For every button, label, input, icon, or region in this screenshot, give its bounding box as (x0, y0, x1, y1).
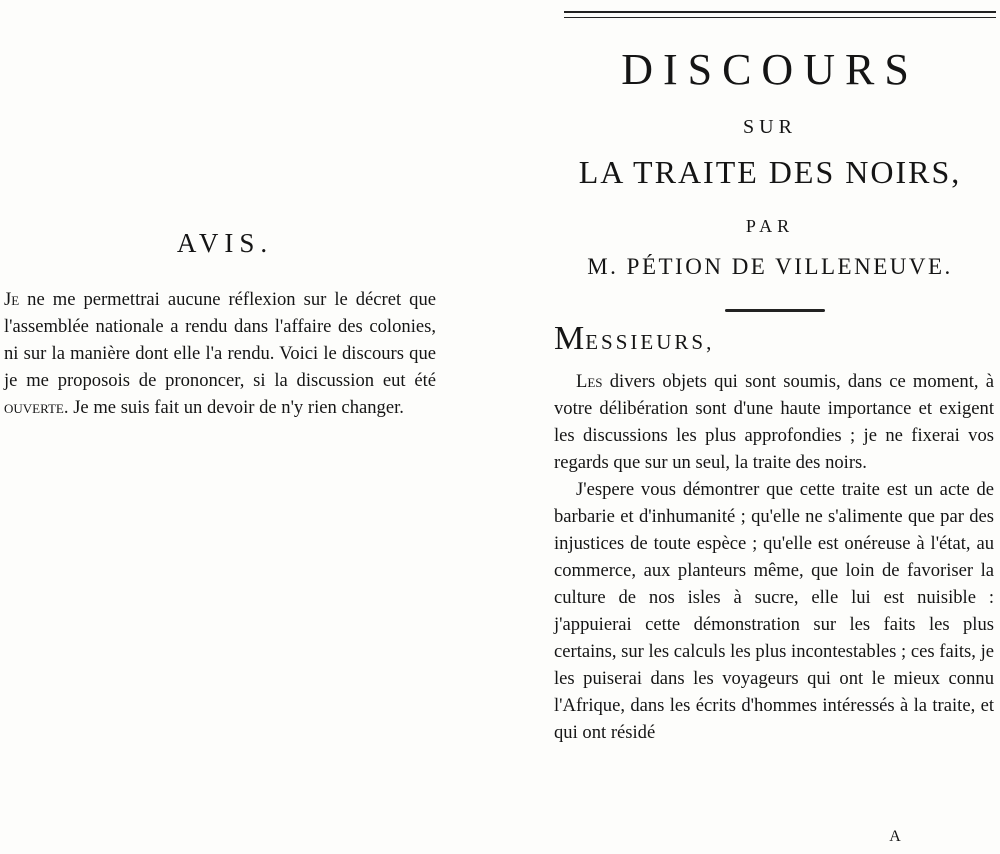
traite-subtitle: LA TRAITE DES NOIRS, (578, 154, 962, 190)
ornamental-rule (725, 309, 825, 312)
par-label: PAR (745, 216, 795, 236)
author-name: M. PÉTION DE VILLENEUVE. (587, 254, 953, 279)
salutation-rest: ESSIEURS, (585, 330, 715, 354)
salutation-initial: M (554, 320, 586, 357)
avis-text-2: . Je me suis fait un devoir de n'y rien changer. (63, 397, 404, 418)
salutation (554, 320, 974, 358)
avis-title: AVIS. (176, 228, 274, 258)
sur-label: SUR (743, 116, 797, 138)
avis-lead-word: Je (4, 289, 20, 310)
left-page (0, 0, 490, 854)
paragraph-1-text: divers objets qui sont soumis, dans ce moment, à votre délibération sont d'une haute importance et exigent les discussions les plus approfondies ; je ne fixerai vos regards que sur un seul, la traite des noirs. (554, 371, 994, 473)
discours-title: DISCOURS (621, 45, 919, 94)
avis-emphasis: ouverte (4, 397, 64, 418)
paragraph-1-lead: Les (576, 371, 603, 392)
paragraph-1 (554, 368, 994, 476)
discours-body (554, 368, 994, 746)
header-double-rule (564, 11, 996, 18)
avis-body (4, 286, 436, 421)
paragraph-2: J'espere vous démontrer que cette traite est un acte de barbarie et d'inhumanité ; qu'elle ne s'alimente que par des injustices de toute espèce ; qu'elle est onéreuse à l'état, au commerce, aux planteurs même, que loin de favoriser la culture de nos isles à sucre, elle lui est nuisible : j'appuierai cette démonstration sur les faits les plus certains, sur les calculs les plus incontestables ; ces faits, je les puiserai dans les voyageurs qui ont le mieux connu l'Afrique, dans les écrits d'hommes intéressés à la traite, et qui ont résidé (554, 479, 994, 743)
right-page (540, 0, 1000, 854)
avis-text-1: ne me permettrai aucune réflexion sur le décret que l'assemblée nationale a rendu dans l'affaire des colonies, ni sur la manière dont elle l'a rendu. Voici le discours que je me proposois de prononcer, si la discussion eut été (4, 289, 436, 391)
signature-mark: A (889, 828, 901, 845)
